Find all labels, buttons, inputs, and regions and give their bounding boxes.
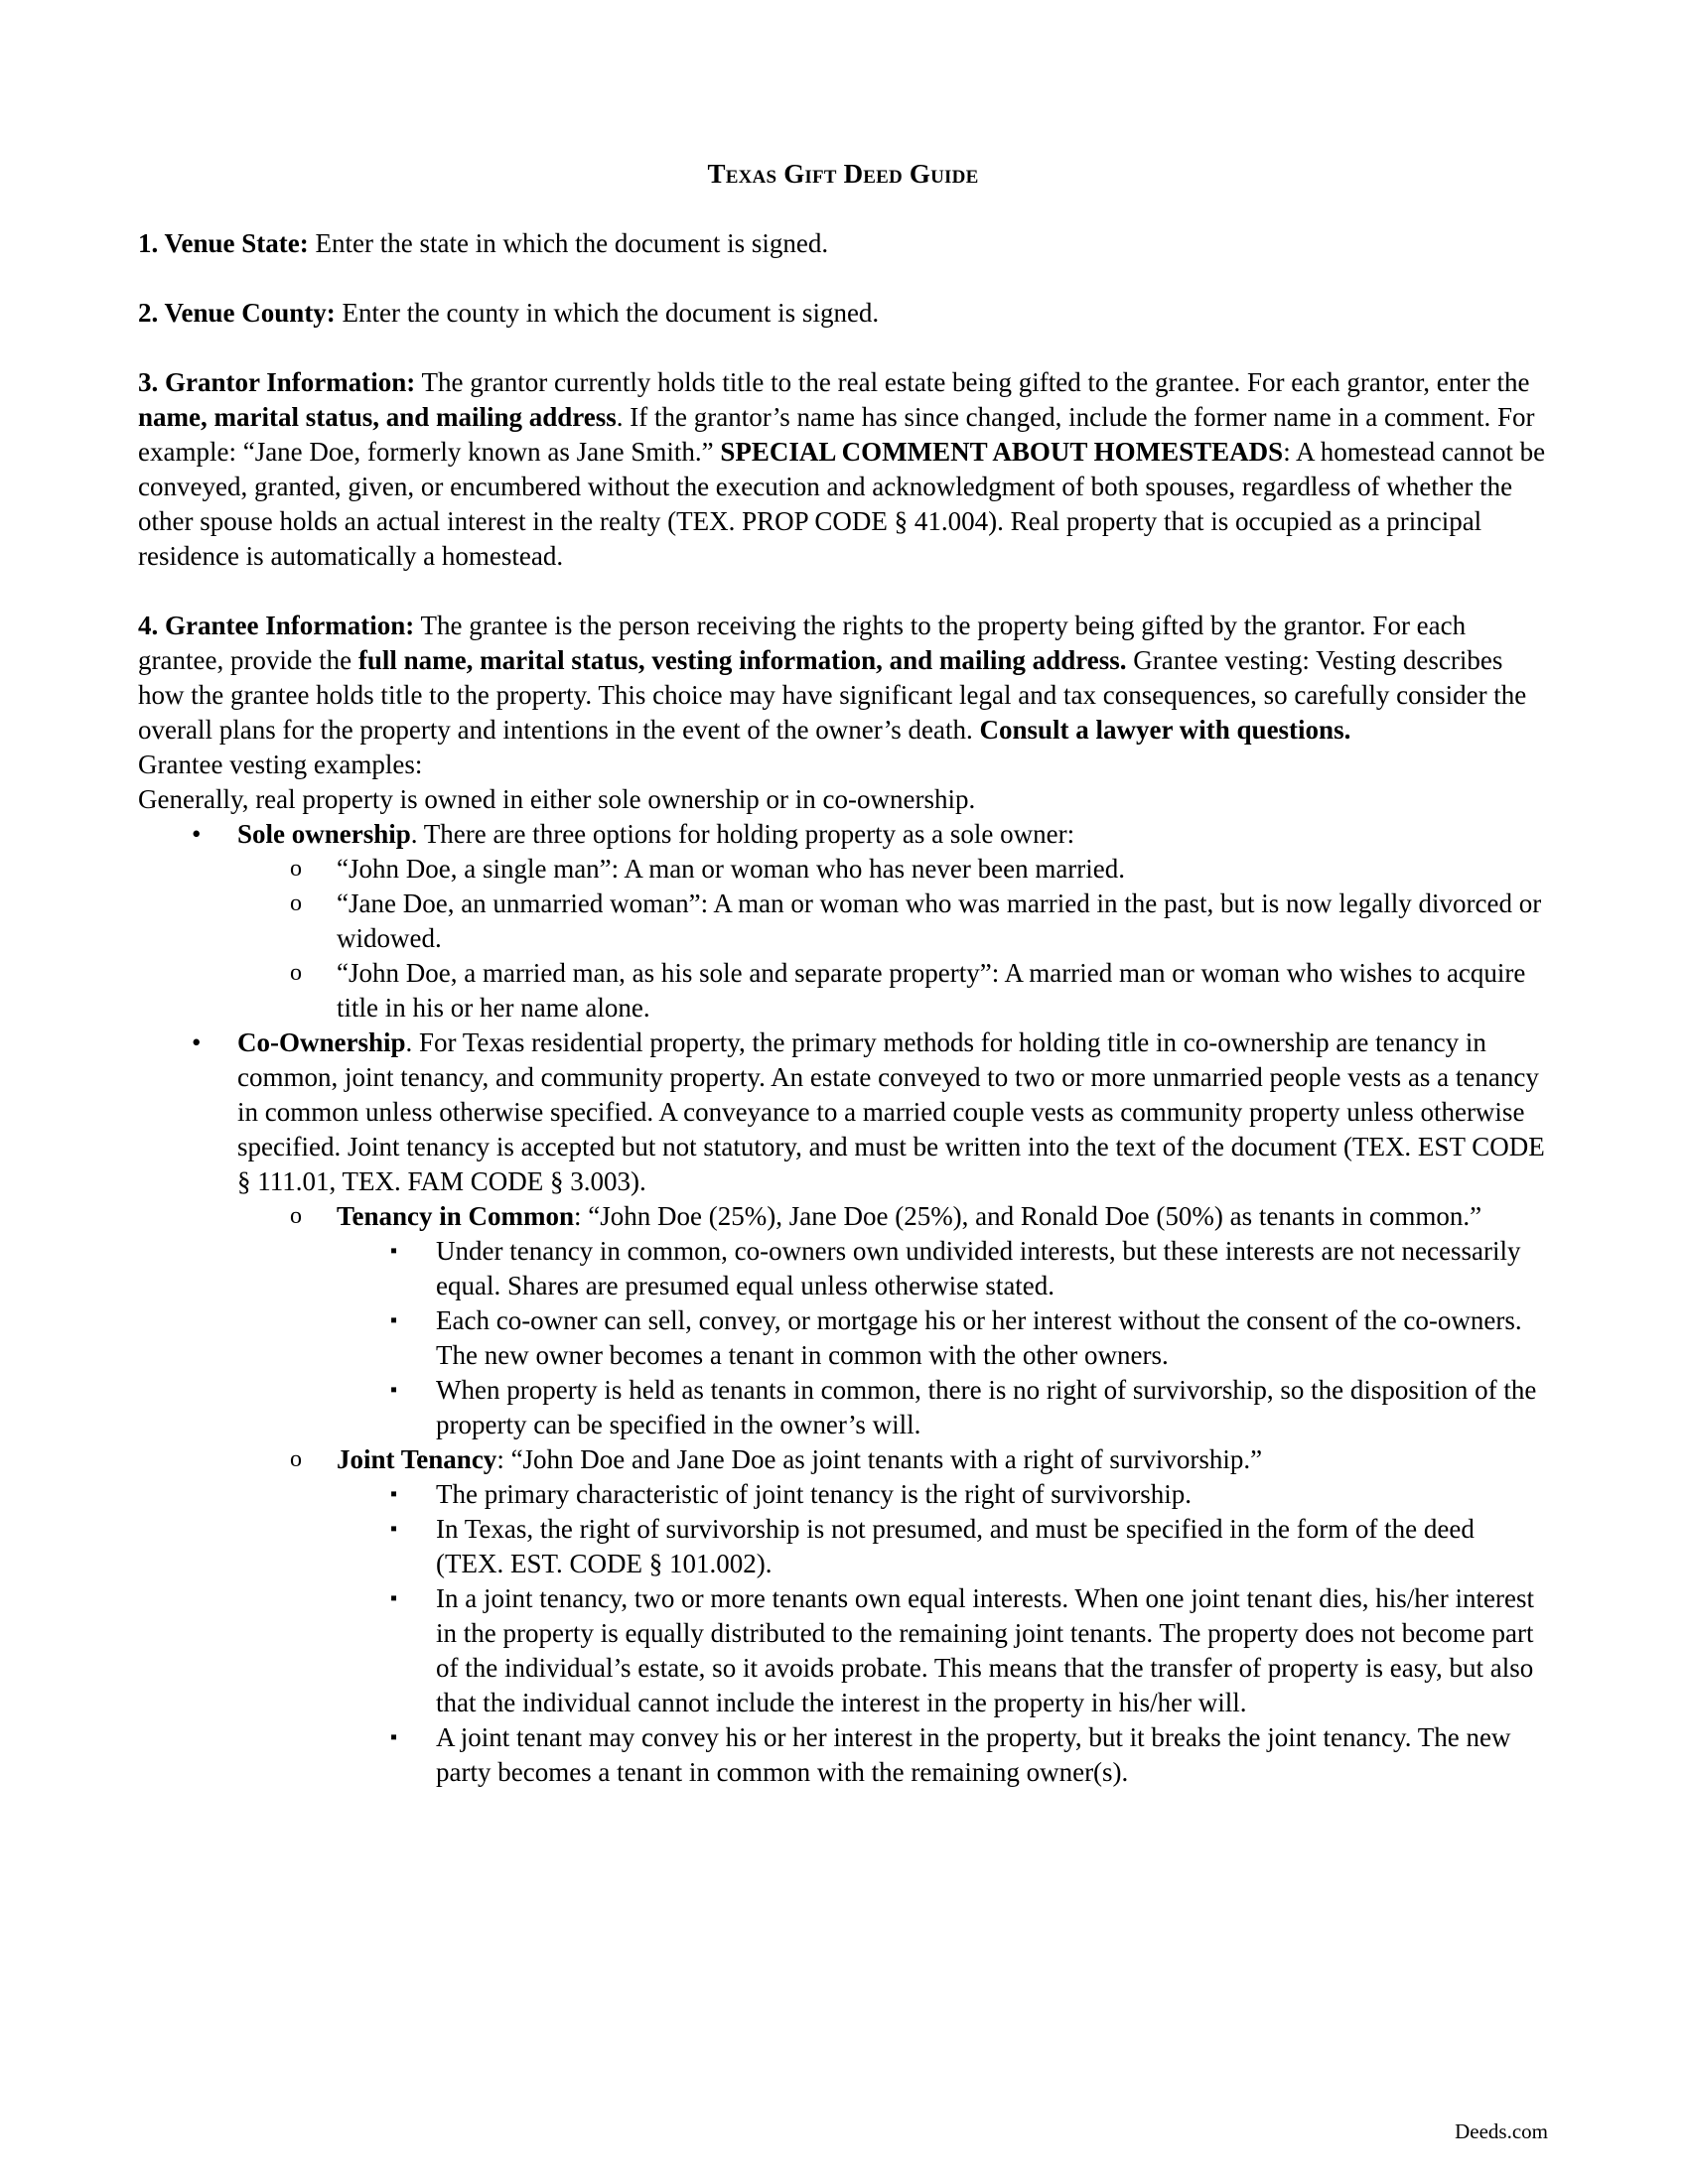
item-text: Under tenancy in common, co-owners own undivided interests, but these interests are not necessarily equal. Shares are presumed equal unless otherwise stated. xyxy=(436,1236,1521,1300)
section-label: 3. Grantor Information: xyxy=(138,367,416,397)
item-label: Co-Ownership xyxy=(237,1027,406,1057)
section-text: The grantee is the person receiving the rights to the property being gifted by the grantor. For each grantee, provide the xyxy=(138,611,1467,675)
square-marker: ▪ xyxy=(390,1309,398,1331)
circle-marker: o xyxy=(290,856,302,882)
section-label: 2. Venue County: xyxy=(138,298,336,328)
list-item xyxy=(138,1477,1548,1512)
list-item xyxy=(138,1373,1548,1442)
list-item xyxy=(138,1581,1548,1720)
section-label: 1. Venue State: xyxy=(138,228,309,258)
item-text: When property is held as tenants in common, there is no right of survivorship, so the disposition of the property can be specified in the owner’s will. xyxy=(436,1375,1537,1439)
item-text: “Jane Doe, an unmarried woman”: A man or woman who was married in the past, but is now legally divorced or widowed. xyxy=(337,888,1542,953)
vesting-examples-label: Grantee vesting examples: xyxy=(138,750,423,779)
homestead-comment-label: SPECIAL COMMENT ABOUT HOMESTEADS xyxy=(720,437,1284,467)
item-text: : “John Doe and Jane Doe as joint tenants with a right of survivorship.” xyxy=(496,1444,1263,1474)
document-title: Texas Gift Deed Guide xyxy=(707,159,979,189)
list-item xyxy=(138,1303,1548,1373)
section-text: Enter the county in which the document is signed. xyxy=(335,298,880,328)
item-text: “John Doe, a single man”: A man or woman who has never been married. xyxy=(337,854,1126,884)
list-item xyxy=(138,852,1548,887)
circle-marker: o xyxy=(290,1446,302,1472)
square-marker: ▪ xyxy=(390,1518,398,1540)
list-item xyxy=(138,1512,1548,1581)
item-text: “John Doe, a married man, as his sole and separate property”: A married man or woman who wishes to acquire title in his or her name alone. xyxy=(337,958,1526,1023)
item-text: : “John Doe (25%), Jane Doe (25%), and Ronald Doe (50%) as tenants in common.” xyxy=(574,1201,1482,1231)
bullet-marker: • xyxy=(192,819,202,849)
circle-marker: o xyxy=(290,960,302,986)
section-grantor-information xyxy=(138,365,1548,574)
list-item xyxy=(138,1720,1548,1790)
list-item-tenancy-in-common xyxy=(138,1199,1548,1234)
item-text: . There are three options for holding property as a sole owner: xyxy=(410,819,1075,849)
lawyer-notice: Consult a lawyer with questions. xyxy=(979,715,1351,745)
square-marker: ▪ xyxy=(390,1483,398,1505)
circle-marker: o xyxy=(290,890,302,916)
section-emphasis: full name, marital status, vesting information, and mailing address. xyxy=(357,645,1127,675)
item-label: Sole ownership xyxy=(237,819,411,849)
ownership-list xyxy=(138,817,1548,1790)
vesting-generally: Generally, real property is owned in either sole ownership or in co-ownership. xyxy=(138,784,976,814)
item-text: . For Texas residential property, the primary methods for holding title in co-ownership are tenancy in common, joint tenancy, and community property. An estate conveyed to two or more unmarried people vests as a tenancy in common unless otherwise specified. A conveyance to a married couple vests as community property unless otherwise specified. Joint tenancy is accepted but not statutory, and must be written into the text of the document (TEX. EST CODE § 111.01, TEX. FAM CODE § 3.003). xyxy=(237,1027,1545,1196)
square-marker: ▪ xyxy=(390,1379,398,1401)
section-venue-county xyxy=(138,296,1548,331)
list-item-joint-tenancy xyxy=(138,1442,1548,1477)
section-venue-state xyxy=(138,226,1548,261)
document-page xyxy=(138,157,1548,1790)
section-emphasis: name, marital status, and mailing address xyxy=(138,402,617,432)
item-label: Tenancy in Common xyxy=(337,1201,575,1231)
square-marker: ▪ xyxy=(390,1726,398,1748)
list-item-co-ownership xyxy=(138,1025,1548,1199)
item-text: A joint tenant may convey his or her interest in the property, but it breaks the joint tenancy. The new party becomes a tenant in common with the remaining owner(s). xyxy=(436,1722,1511,1787)
section-text: Grantee vesting: Vesting describes how the grantee holds title to the property. This choice may have significant legal and tax consequences, so carefully consider the overall plans for the property and intentions in the event of the owner’s death. xyxy=(138,645,1527,745)
circle-marker: o xyxy=(290,1203,302,1229)
square-marker: ▪ xyxy=(390,1587,398,1609)
footer-source: Deeds.com xyxy=(1455,2119,1548,2143)
item-text: The primary characteristic of joint tenancy is the right of survivorship. xyxy=(436,1479,1193,1509)
list-item xyxy=(138,956,1548,1025)
section-text: The grantor currently holds title to the real estate being gifted to the grantee. For each grantor, enter the xyxy=(415,367,1530,397)
section-grantee-information xyxy=(138,609,1548,748)
item-text: In Texas, the right of survivorship is not presumed, and must be specified in the form of the deed (TEX. EST. CODE § 101.002). xyxy=(436,1514,1475,1578)
bullet-marker: • xyxy=(192,1027,202,1057)
section-text: . If the grantor’s name has since changed, include the former name in a comment. For example: “Jane Doe, formerly known as Jane Smith.” xyxy=(138,402,1535,467)
section-label: 4. Grantee Information: xyxy=(138,611,415,640)
section-text: Enter the state in which the document is signed. xyxy=(308,228,829,258)
square-marker: ▪ xyxy=(390,1240,398,1262)
item-label: Joint Tenancy xyxy=(337,1444,497,1474)
item-text: Each co-owner can sell, convey, or mortgage his or her interest without the consent of the co-owners. The new owner becomes a tenant in common with the other owners. xyxy=(436,1305,1522,1370)
list-item-sole-ownership xyxy=(138,817,1548,852)
list-item xyxy=(138,887,1548,956)
item-text: In a joint tenancy, two or more tenants own equal interests. When one joint tenant dies, his/her interest in the property is equally distributed to the remaining joint tenants. The property does not become part of the individual’s estate, so it avoids probate. This means that the transfer of property is easy, but also that the individual cannot include the interest in the property in his/her will. xyxy=(436,1583,1534,1717)
section-text: : A homestead cannot be conveyed, granted, given, or encumbered without the execution and acknowledgment of both spouses, regardless of whether the other spouse holds an actual interest in the realty (TEX. PROP CODE § 41.004). Real property that is occupied as a principal residence is automatically a homestead. xyxy=(138,437,1546,571)
list-item xyxy=(138,1234,1548,1303)
